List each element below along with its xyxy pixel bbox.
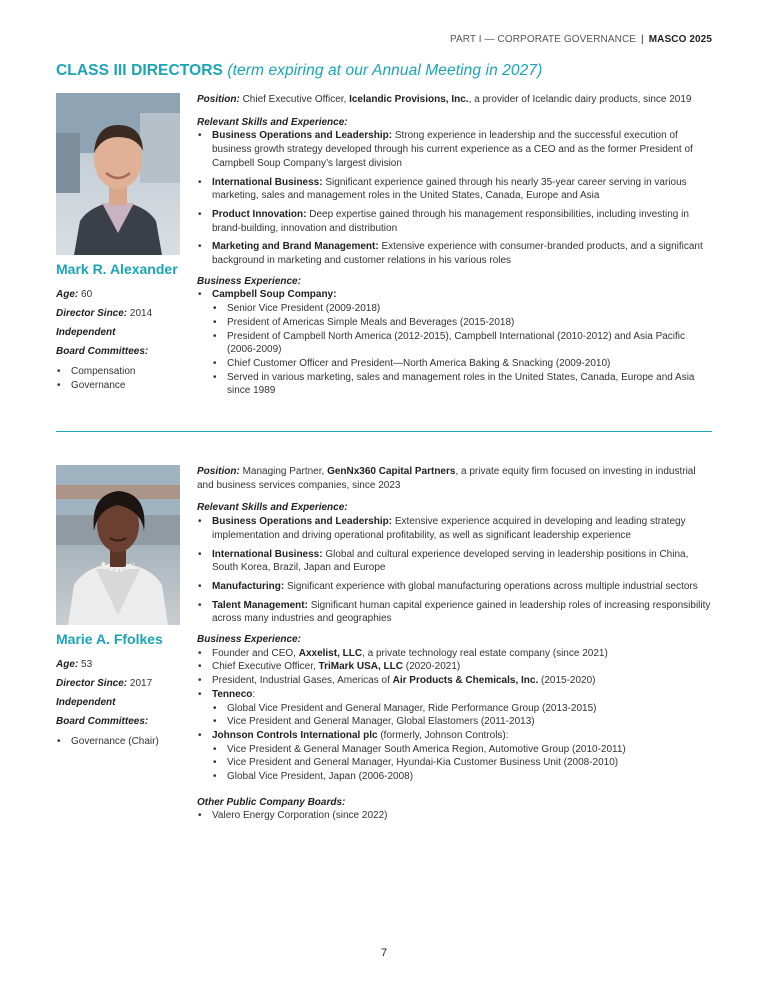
skill-text: Strong experience in leadership and the successful execution of business growth strategy developed through his current experience as a CEO and as the former President of Campbell Soup Company’s largest division [212, 130, 693, 169]
business-role: Chief Executive Officer, [212, 661, 316, 673]
role-item: • President of Americas Simple Meals and Beverages (2015-2018) [212, 316, 712, 330]
director-since-label: Director Since: [56, 308, 128, 319]
director-2-skills [197, 515, 712, 626]
business-detail: (2015-2020) [538, 675, 596, 687]
director-1-position [197, 93, 712, 107]
director-1-age [56, 289, 181, 300]
business-company: Air Products & Chemicals, Inc. [392, 675, 539, 687]
role-item: • Vice President and General Manager, Hyundai-Kia Customer Business Unit (2008-2010) [212, 756, 712, 770]
director-2-skills-label: Relevant Skills and Experience: [197, 502, 348, 514]
skill-title: International Business: [212, 176, 323, 188]
skill-title: International Business: [212, 548, 323, 560]
skill-item [197, 176, 712, 203]
director-2-business-label: Business Experience: [197, 634, 301, 646]
director-since-value: 2017 [129, 678, 153, 689]
business-detail: : [252, 688, 256, 700]
director-1-committees-label: Board Committees: [56, 346, 149, 357]
committee-item: • Governance [56, 379, 181, 393]
director-1-business [197, 288, 712, 398]
business-roles [212, 702, 712, 729]
position-role: Chief Executive Officer, [242, 94, 347, 105]
director-2-independent: Independent [56, 697, 116, 708]
position-company: GenNx360 Capital Partners [327, 466, 456, 477]
skill-item [197, 580, 712, 594]
director-2-since [56, 678, 181, 689]
director-1-committees [56, 365, 181, 392]
skill-title: Product Innovation: [212, 208, 307, 220]
skill-text: Significant experience gained through his nearly 35-year career serving in various marketing, sales and management roles in the United States, Canada, Europe and Asia [212, 176, 687, 202]
business-item [197, 288, 712, 398]
director-2-photo [56, 465, 180, 625]
role-item: • Served in various marketing, sales and management roles in the United States, Canada, Europe and Asia since 1989 [212, 371, 712, 398]
skill-item [197, 599, 712, 626]
director-1-skills [197, 129, 712, 267]
business-roles [212, 302, 712, 398]
business-company: Axxelist, LLC [298, 647, 363, 659]
other-board-item: • Valero Energy Corporation (since 2022) [197, 809, 712, 823]
business-company: Johnson Controls International plc [212, 729, 378, 741]
position-role: Managing Partner, [242, 466, 325, 477]
skill-text: Significant experience with global manufacturing operations across multiple industrial sectors [287, 580, 698, 592]
director-1-independent: Independent [56, 327, 116, 338]
business-item [197, 660, 712, 674]
director-2-business [197, 647, 712, 784]
director-since-label: Director Since: [56, 678, 128, 689]
header-separator: | [641, 34, 644, 45]
skill-text: Deep expertise gained through his management responsibilities, including investing in brand-building, innovation and distribution [212, 208, 689, 234]
director-2-committees-label: Board Committees: [56, 716, 149, 727]
skill-text: Extensive experience with consumer-branded products, and a significant background in marketing and customer relations in his various roles [212, 241, 703, 267]
section-divider [56, 431, 712, 432]
director-1-photo [56, 93, 180, 255]
position-description: , a private equity firm focused on investing in industrial and business services companies, since 2023 [197, 466, 696, 491]
role-item: • Global Vice President and General Manager, Ride Performance Group (2013-2015) [212, 702, 712, 716]
business-company: TriMark USA, LLC [318, 661, 403, 673]
skill-item [197, 548, 712, 575]
director-1-details [197, 93, 712, 398]
director-1-business-label: Business Experience: [197, 275, 301, 287]
age-value: 53 [81, 659, 93, 670]
skill-title: Marketing and Brand Management: [212, 241, 379, 253]
age-label: Age: [56, 659, 79, 670]
position-label: Position: [197, 94, 240, 105]
business-item [197, 729, 712, 784]
role-item: • Senior Vice President (2009-2018) [212, 302, 712, 316]
director-2-age [56, 659, 181, 670]
director-2-committees [56, 735, 181, 749]
header-brand: MASCO 2025 [648, 34, 712, 45]
director-2-portrait-icon [56, 465, 180, 625]
page-number: 7 [380, 947, 388, 959]
header-part: PART I — CORPORATE GOVERNANCE [449, 34, 637, 45]
section-title [56, 62, 542, 80]
director-2-details [197, 465, 712, 823]
skill-title: Talent Management: [212, 599, 308, 611]
committee-item: • Compensation [56, 365, 181, 379]
skill-title: Business Operations and Leadership: [212, 130, 393, 142]
business-company: Campbell Soup Company: [212, 289, 337, 301]
role-item: • Chief Customer Officer and President—North America Baking & Snacking (2009-2010) [212, 357, 712, 371]
director-1-sidebar [56, 93, 181, 392]
business-roles [212, 743, 712, 784]
skill-text: Significant human capital experience gained in leadership roles of increasing responsibility across many industries and geographies [212, 599, 711, 625]
skill-text: Global and cultural experience developed serving in leadership positions in China, South Korea, Brazil, Japan and Europe [212, 548, 689, 574]
business-item [197, 647, 712, 661]
business-item [197, 674, 712, 688]
skill-item [197, 240, 712, 267]
director-1-portrait-icon [56, 93, 180, 255]
age-value: 60 [81, 289, 93, 300]
business-item [197, 688, 712, 729]
business-role: Founder and CEO, [212, 647, 296, 659]
business-company: Tenneco [212, 688, 253, 700]
section-title-subtitle: (term expiring at our Annual Meeting in 2027) [227, 62, 543, 79]
director-1-skills-label: Relevant Skills and Experience: [197, 116, 348, 128]
business-detail: , a private technology real estate company (since 2021) [362, 647, 608, 659]
committee-item: • Governance (Chair) [56, 735, 181, 749]
role-item: • Vice President and General Manager, Global Elastomers (2011-2013) [212, 715, 712, 729]
position-description: , a provider of Icelandic dairy products, since 2019 [468, 94, 692, 105]
skill-item [197, 208, 712, 235]
age-label: Age: [56, 289, 79, 300]
section-title-main: CLASS III DIRECTORS [56, 62, 223, 79]
director-2-position [197, 465, 712, 492]
director-1-name: Mark R. Alexander [56, 261, 178, 277]
business-detail: (formerly, Johnson Controls): [377, 729, 509, 741]
director-2-other-boards [197, 809, 712, 823]
role-item: • Vice President & General Manager South America Region, Automotive Group (2010-2011) [212, 743, 712, 757]
skill-title: Business Operations and Leadership: [212, 516, 393, 528]
director-1-since [56, 308, 181, 319]
skill-text: Extensive experience acquired in developing and leading strategy implementation and driving operational profitability, as well as significant leadership experience [212, 516, 686, 541]
position-company: Icelandic Provisions, Inc. [349, 94, 469, 105]
director-2-name: Marie A. Ffolkes [56, 631, 163, 647]
business-role: President, Industrial Gases, Americas of [212, 675, 390, 687]
director-2-sidebar [56, 465, 181, 749]
director-since-value: 2014 [129, 308, 153, 319]
role-item: • Global Vice President, Japan (2006-2008) [212, 770, 712, 784]
skill-item [197, 515, 712, 542]
director-2-other-boards-label: Other Public Company Boards: [197, 796, 346, 808]
role-item: • President of Campbell North America (2012-2015), Campbell International (2010-2012) and Asia Pacific (2006-2009) [212, 330, 712, 357]
business-detail: (2020-2021) [403, 661, 461, 673]
skill-title: Manufacturing: [212, 580, 285, 592]
position-label: Position: [197, 466, 240, 477]
running-header [450, 34, 712, 45]
skill-item [197, 129, 712, 170]
